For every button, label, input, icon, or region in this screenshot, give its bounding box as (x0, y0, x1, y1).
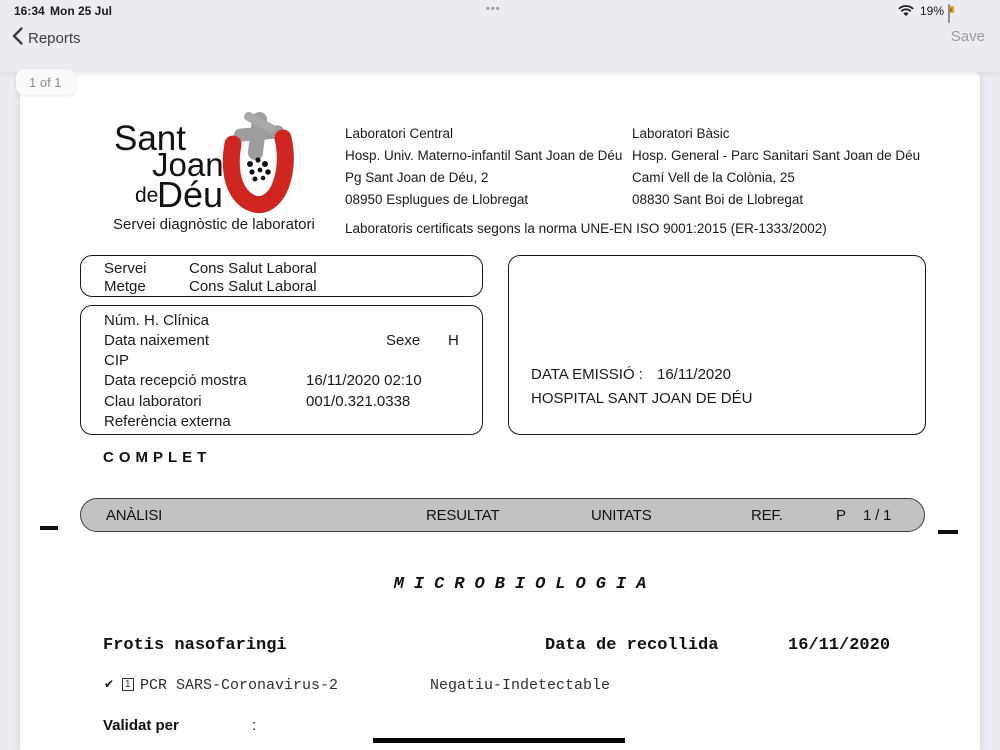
chevron-left-icon (12, 27, 23, 49)
hospital-logo (112, 112, 307, 217)
page-indicator-badge: 1 of 1 (16, 69, 75, 95)
logo-text-3b: Déu (157, 174, 224, 215)
field-label: Data naixement (104, 332, 210, 349)
logo-text-3a: de (135, 184, 159, 207)
patient-box (80, 305, 483, 435)
address-line: Laboratori Central (345, 126, 454, 141)
field-value: 001/0.321.0338 (306, 393, 411, 410)
metge-value: Cons Salut Laboral (189, 278, 317, 295)
metge-label: Metge (104, 278, 146, 295)
top-chrome (0, 0, 1000, 72)
test-name: PCR SARS-Coronavirus-2 (140, 677, 339, 694)
section-title: MICROBIOLOGIA (393, 575, 657, 594)
col-page: 1 / 1 (863, 507, 892, 524)
status-time: 16:34 (14, 4, 45, 18)
regmark-left (40, 526, 58, 530)
back-label: Reports (28, 29, 81, 47)
logo-text-2: Joan (152, 146, 224, 183)
collect-date-label: Data de recollida (545, 636, 719, 655)
validated-separator: : (252, 717, 257, 734)
report-status: COMPLET (103, 449, 212, 466)
note-1-icon: 1 (122, 678, 134, 691)
test-result: Negatiu-Indetectable (430, 677, 611, 694)
logo-tagline: Servei diagnòstic de laboratori (113, 216, 315, 233)
address-line: Hosp. General - Parc Sanitari Sant Joan de Déu (632, 148, 921, 163)
col-ref: REF. (751, 507, 783, 524)
save-button[interactable]: Save (950, 28, 985, 45)
field-label: CIP (104, 352, 130, 369)
sexe-value: H (448, 332, 459, 349)
emission-label: DATA EMISSIÓ : (531, 366, 643, 383)
status-date: Mon 25 Jul (50, 4, 113, 18)
address-line: Camí Vell de la Colònia, 25 (632, 170, 795, 185)
sexe-label: Sexe (386, 332, 421, 349)
col-analisi: ANÀLISI (106, 507, 163, 524)
lab-central-address (345, 123, 622, 211)
address-line: Hosp. Univ. Materno-infantil Sant Joan de Déu (345, 148, 623, 163)
emission-date: 16/11/2020 (657, 366, 731, 383)
battery-icon (948, 4, 950, 23)
wifi-icon (898, 4, 914, 22)
col-unitats: UNITATS (591, 507, 652, 524)
field-label: Data recepció mostra (104, 372, 247, 389)
battery-percent: 19% (920, 4, 945, 18)
signature-line (373, 738, 625, 743)
sample-name: Frotis nasofaringi (103, 636, 287, 655)
field-label: Referència externa (104, 413, 231, 430)
back-button[interactable] (12, 27, 81, 49)
lab-basic-address (632, 123, 920, 211)
logo-text-1: Sant (114, 119, 186, 158)
field-label: Núm. H. Clínica (104, 312, 210, 329)
service-label: Servei (104, 260, 147, 277)
address-line: Laboratori Bàsic (632, 126, 730, 141)
col-p: P (836, 507, 846, 524)
col-resultat: RESULTAT (426, 507, 500, 524)
multitask-handle-icon: ••• (486, 3, 501, 15)
service-box (80, 255, 483, 297)
field-value: 16/11/2020 02:10 (306, 372, 422, 389)
address-line: Pg Sant Joan de Déu, 2 (345, 170, 489, 185)
regmark-right (938, 530, 958, 534)
emission-hospital: HOSPITAL SANT JOAN DE DÉU (531, 390, 753, 407)
results-table-header (80, 498, 925, 532)
address-line: 08950 Esplugues de Llobregat (345, 192, 529, 207)
address-line: 08830 Sant Boi de Llobregat (632, 192, 804, 207)
validated-label: Validat per (103, 717, 179, 734)
emission-box (508, 255, 926, 435)
collect-date-value: 16/11/2020 (788, 636, 891, 655)
service-value: Cons Salut Laboral (189, 260, 317, 277)
certification-line: Laboratoris certificats segons la norma UNE-EN ISO 9001:2015 (ER-1333/2002) (345, 221, 827, 236)
field-label: Clau laboratori (104, 393, 202, 410)
check-icon: ✔ (104, 677, 115, 691)
